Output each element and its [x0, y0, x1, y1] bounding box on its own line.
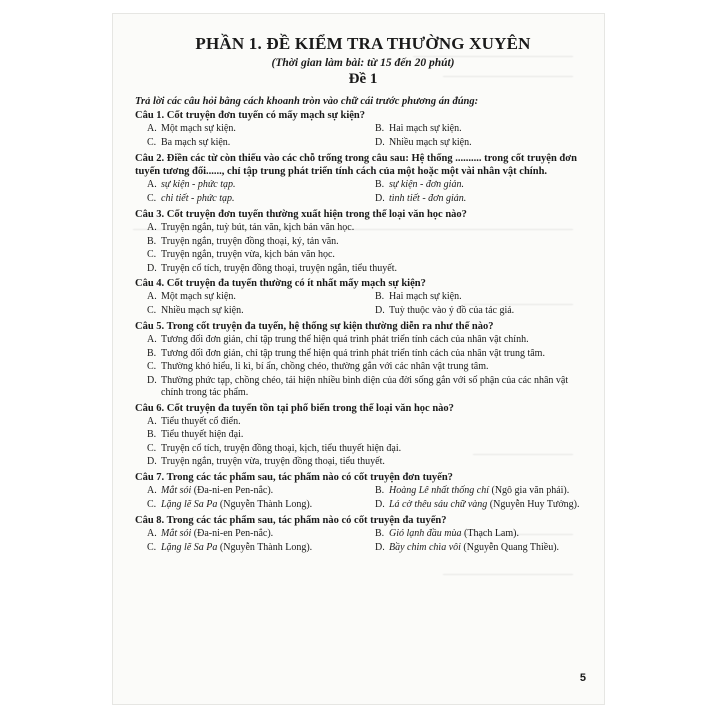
option-letter: A. [147, 334, 157, 345]
work-title: Mắt sói [161, 527, 192, 539]
work-author: (Nguyễn Thành Long). [217, 541, 313, 553]
work-author: (Nguyễn Huy Tưởng). [487, 498, 580, 510]
option-letter: D. [147, 262, 157, 274]
work-title: Bầy chim chìa vôi [389, 541, 461, 553]
option-letter: D. [375, 193, 385, 204]
work-author: (Nguyễn Quang Thiều). [460, 541, 560, 553]
question-text: Câu 5. Trong cốt truyện đa tuyến, hệ thống sự kiện thường diễn ra như thế nào? [135, 321, 494, 332]
option-b[interactable] [363, 178, 591, 192]
option-text: Nhiều mạch sự kiện. [389, 137, 472, 148]
option-a[interactable] [135, 334, 591, 347]
option-letter: C. [147, 442, 157, 454]
option-a[interactable] [135, 290, 363, 304]
option-letter: B. [147, 347, 157, 359]
option-d[interactable] [363, 541, 591, 555]
option-letter: A. [147, 415, 157, 427]
option-letter: C. [147, 137, 157, 148]
option-text: Ba mạch sự kiện. [161, 137, 231, 148]
option-text: Nhiều mạch sự kiện. [161, 305, 244, 316]
option-d[interactable] [363, 192, 591, 206]
question-4 [135, 277, 591, 318]
work-author: (Đa-ni-en Pen-nắc). [191, 527, 274, 539]
time-note: (Thời gian làm bài: từ 15 đến 20 phút) [271, 57, 455, 69]
option-letter: B. [147, 429, 157, 440]
option-letter: A. [147, 484, 157, 496]
option-letter: B. [147, 235, 157, 247]
option-text: Hai mạch sự kiện. [389, 123, 462, 134]
option-text: Truyện cổ tích, truyện đồng thoại, truyện ngắn, tiểu thuyết. [161, 262, 397, 274]
option-a[interactable] [135, 178, 363, 192]
option-letter: B. [375, 484, 385, 496]
option-letter: D. [147, 374, 157, 386]
option-c[interactable] [135, 249, 591, 262]
work-title: Lặng lẽ Sa Pa [161, 541, 218, 553]
option-text: Hai mạch sự kiện. [389, 291, 462, 302]
option-d[interactable] [135, 375, 591, 400]
option-d[interactable] [363, 136, 591, 150]
question-text: Câu 7. Trong các tác phẩm sau, tác phẩm nào có cốt truyện đơn tuyến? [135, 471, 453, 483]
option-text: Một mạch sự kiện. [161, 123, 236, 134]
book-page [113, 14, 604, 704]
option-a[interactable] [135, 122, 363, 136]
option-letter: A. [147, 222, 157, 233]
question-text: Câu 8. Trong các tác phẩm sau, tác phẩm nào có cốt truyện đa tuyến? [135, 514, 447, 526]
option-b[interactable] [363, 527, 591, 541]
option-c[interactable] [135, 443, 591, 456]
option-b[interactable] [363, 290, 591, 304]
option-d[interactable] [135, 456, 591, 469]
option-text: Truyện ngắn, truyện vừa, truyện đồng thoại, tiểu thuyết. [161, 456, 385, 467]
option-letter: D. [375, 305, 385, 316]
option-c[interactable] [135, 361, 591, 374]
option-d[interactable] [363, 498, 591, 512]
section-title: PHẦN 1. ĐỀ KIỂM TRA THƯỜNG XUYÊN [195, 34, 531, 53]
question-8 [135, 514, 591, 555]
option-b[interactable] [135, 429, 591, 442]
option-letter: B. [375, 179, 385, 190]
question-1 [135, 109, 591, 150]
option-text: tình tiết - đơn giản. [389, 193, 467, 204]
option-letter: D. [375, 137, 385, 148]
option-letter: A. [147, 527, 157, 539]
question-text: Câu 2. Điền các từ còn thiếu vào các chỗ trống trong câu sau: Hệ thống .......... trong cốt truyện đơn tuyến tương đối......, chỉ tập trung phát triển tính cách của một hoặc một vài nhân vật chính. [135, 153, 577, 177]
option-text: sự kiện - phức tạp. [161, 179, 236, 190]
option-text: Thường phức tạp, chồng chéo, tái hiện nhiều bình diện của đời sống gắn với số phận của các nhân vật chính trong tác phẩm. [161, 374, 569, 398]
question-2 [135, 152, 591, 206]
work-title: Mắt sói [161, 484, 192, 496]
question-text: Câu 3. Cốt truyện đơn tuyến thường xuất hiện trong thể loại văn học nào? [135, 209, 467, 220]
question-7 [135, 471, 591, 512]
option-letter: D. [147, 456, 157, 467]
option-letter: A. [147, 291, 157, 302]
option-c[interactable] [135, 136, 363, 150]
option-text: Truyện cổ tích, truyện đồng thoại, kịch, tiểu thuyết hiện đại. [161, 442, 402, 454]
option-letter: A. [147, 179, 157, 190]
question-5 [135, 320, 591, 400]
option-b[interactable] [135, 236, 591, 249]
question-3 [135, 208, 591, 275]
option-b[interactable] [363, 484, 591, 498]
option-letter: D. [375, 541, 385, 553]
option-a[interactable] [135, 527, 363, 541]
option-text: Truyện ngắn, truyện đồng thoại, ký, tản văn. [161, 235, 339, 247]
option-text: Thường khó hiểu, li kì, bí ẩn, chồng chéo, thường gắn với các nhân vật trung tâm. [161, 361, 489, 372]
option-c[interactable] [135, 304, 363, 318]
option-a[interactable] [135, 484, 363, 498]
option-text: sự kiện - đơn giản. [389, 179, 464, 190]
option-letter: A. [147, 123, 157, 134]
option-a[interactable] [135, 416, 591, 429]
option-text: Truyện ngắn, truyện vừa, kịch bản văn học. [161, 249, 335, 260]
work-title: Lặng lẽ Sa Pa [161, 498, 218, 510]
page-content [135, 34, 591, 557]
page-number: 5 [579, 672, 586, 684]
option-text: Một mạch sự kiện. [161, 291, 236, 302]
option-text: Truyện ngắn, tuỳ bút, tản văn, kịch bản văn học. [161, 222, 355, 233]
option-letter: C. [147, 249, 157, 260]
option-c[interactable] [135, 498, 363, 512]
option-letter: C. [147, 498, 157, 510]
work-author: (Đa-ni-en Pen-nắc). [191, 484, 274, 496]
option-letter: C. [147, 193, 157, 204]
option-text: Tiểu thuyết hiện đại. [161, 429, 244, 440]
option-letter: D. [375, 498, 385, 510]
option-c[interactable] [135, 541, 363, 555]
exam-heading: Đề 1 [348, 71, 378, 87]
option-a[interactable] [135, 222, 591, 235]
question-6 [135, 402, 591, 469]
work-author: (Nguyễn Thành Long). [217, 498, 313, 510]
work-title: Hoàng Lê nhất thống chí [389, 484, 489, 496]
option-letter: B. [375, 291, 385, 302]
option-text: Tuỳ thuộc vào ý đồ của tác giả. [389, 305, 515, 316]
question-text: Câu 1. Cốt truyện đơn tuyến có mấy mạch sự kiện? [135, 110, 366, 121]
work-author: (Ngô gia văn phái). [489, 484, 570, 496]
work-title: Lá cờ thêu sáu chữ vàng [389, 498, 488, 510]
option-b[interactable] [135, 348, 591, 361]
work-title: Gió lạnh đầu mùa [389, 527, 462, 539]
option-letter: C. [147, 541, 157, 553]
option-letter: C. [147, 361, 157, 372]
option-c[interactable] [135, 192, 363, 206]
option-text: Tương đối đơn giản, chỉ tập trung thể hiện quá trình phát triển tính cách của nhân vật trung tâm. [161, 347, 545, 359]
option-letter: B. [375, 123, 385, 134]
work-author: (Thạch Lam). [461, 527, 519, 539]
option-text: Tiểu thuyết cổ điển. [161, 415, 241, 427]
option-letter: C. [147, 305, 157, 316]
option-b[interactable] [363, 122, 591, 136]
instruction: Trả lời các câu hỏi bằng cách khoanh tròn vào chữ cái trước phương án đúng: [135, 96, 479, 107]
question-text: Câu 6. Cốt truyện đa tuyến tồn tại phổ biến trong thể loại văn học nào? [135, 402, 454, 414]
option-d[interactable] [135, 263, 591, 276]
option-letter: B. [375, 527, 385, 539]
option-text: Tương đối đơn giản, chỉ tập trung thể hiện quá trình phát triển tính cách của nhân vật chính. [161, 334, 529, 345]
option-d[interactable] [363, 304, 591, 318]
option-text: chi tiết - phức tạp. [161, 193, 235, 204]
question-text: Câu 4. Cốt truyện đa tuyến thường có ít nhất mấy mạch sự kiện? [135, 278, 426, 289]
